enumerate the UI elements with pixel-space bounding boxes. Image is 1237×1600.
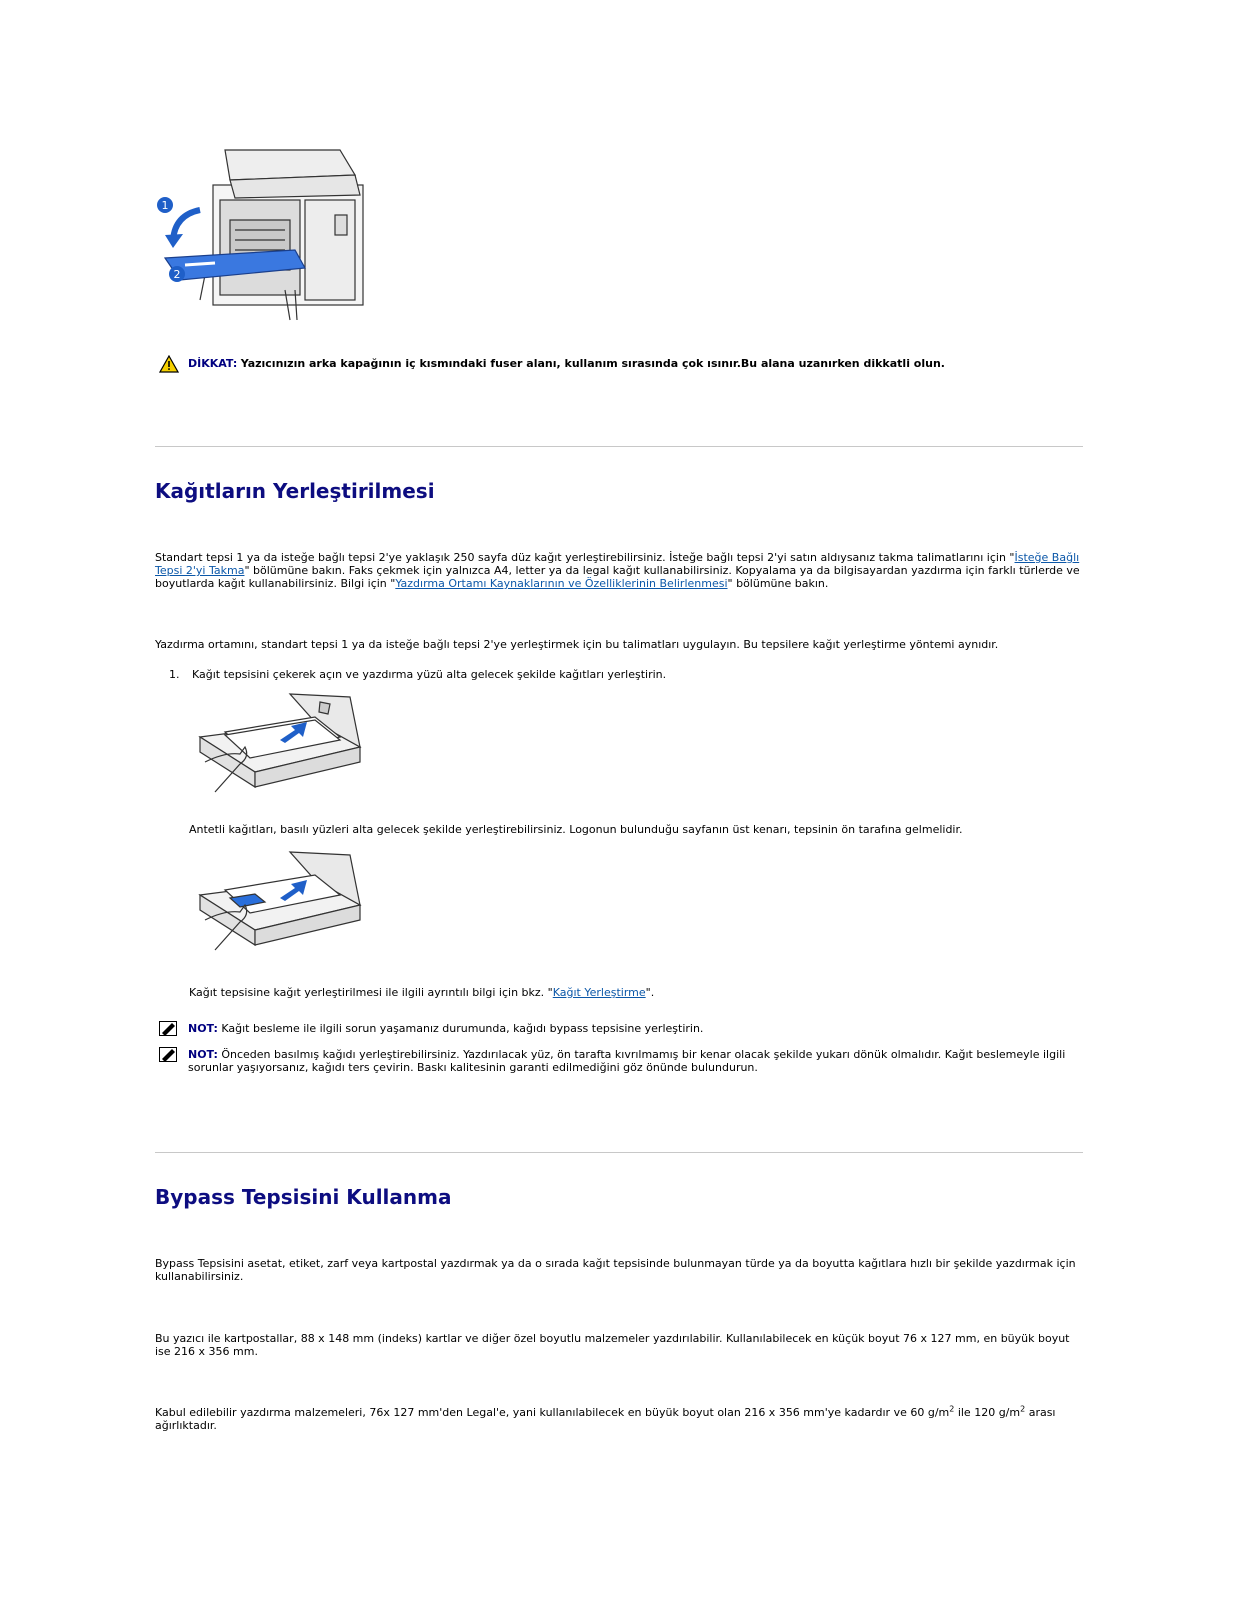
bypass-paragraph-2: Bu yazıcı ile kartpostallar, 88 x 148 mm (indeks) kartlar ve diğer özel boyutlu malzemeler yazdırılabilir. Kullanılabilecek en küçük boyut 76 x 127 mm, en büyük boyut ise 216 x 356 mm. xyxy=(155,1332,1070,1358)
caution-text: Yazıcınızın arka kapağının iç kısmındaki fuser alanı, kullanım sırasında çok ısınır.Bu alana uzanırken dikkatli olun. xyxy=(240,357,945,370)
link-optional-tray2[interactable]: İsteğe Bağlı Tepsi 2'yi Takma xyxy=(155,551,1080,577)
link-print-media-specs[interactable]: Yazdırma Ortamı Kaynaklarının ve Özelliklerinin Belirlenmesi xyxy=(395,577,728,590)
link-paper-loading[interactable]: Kağıt Yerleştirme xyxy=(552,986,646,999)
divider xyxy=(155,446,1083,447)
letterhead-tray-illustration xyxy=(195,850,365,960)
callout-2: 2 xyxy=(173,268,181,281)
bypass-paragraph-3: Kabul edilebilir yazdırma malzemeleri, 76x 127 mm'den Legal'e, yani kullanılabilecek en büyük boyut olan 216 x 356 mm'ye kadardır ve 60 $g/m^2$ ile 120 $g/m^2$ arası ağırlıktadır. xyxy=(155,1404,1056,1432)
step-1-text: Kağıt tepsisini çekerek açın ve yazdırma yüzü alta gelecek şekilde kağıtları yerleştirin. xyxy=(192,668,667,681)
section-title-paper-loading: Kağıtların Yerleştirilmesi xyxy=(155,479,435,503)
note-pencil-icon xyxy=(159,1047,177,1062)
callout-1: 1 xyxy=(161,199,169,212)
step-number: 1. xyxy=(169,668,180,681)
instructions-paragraph: Yazdırma ortamını, standart tepsi 1 ya da isteğe bağlı tepsi 2'ye yerleştirmek için bu talimatları uygulayın. Bu tepsilere kağıt yerleştirme yöntemi aynıdır. xyxy=(155,638,999,651)
warning-triangle-icon xyxy=(159,355,179,373)
section-title-bypass-tray: Bypass Tepsisini Kullanma xyxy=(155,1185,452,1209)
letterhead-paragraph: Antetli kağıtları, basılı yüzleri alta gelecek şekilde yerleştirebilirsiniz. Logonun bulunduğu sayfanın üst kenarı, tepsinin ön tarafına gelmelidir. xyxy=(189,823,963,836)
bypass-paragraph-1: Bypass Tepsisini asetat, etiket, zarf veya kartpostal yazdırmak ya da o sırada kağıt tepsisinde bulunmayan türde ya da boyutta kağıtlara hızlı bir şekilde yazdırmak için kullanabilirsiniz. xyxy=(155,1257,1076,1283)
printer-rear-cover-illustration xyxy=(155,140,380,330)
divider xyxy=(155,1152,1083,1153)
caution-label: DİKKAT: xyxy=(188,357,238,370)
caution-message xyxy=(188,357,1078,370)
paper-tray-illustration xyxy=(195,692,365,802)
note-pencil-icon xyxy=(159,1021,177,1036)
intro-paragraph: Standart tepsi 1 ya da isteğe bağlı tepsi 2'ye yaklaşık 250 sayfa düz kağıt yerleştirebilirsiniz. İsteğe bağlı tepsi 2'yi satın aldıysanız takma talimatlarını için "İsteğe Bağlı Tepsi 2'yi Takma" bölümüne bakın. Faks çekmek için yalnızca A4, letter ya da legal kağıt kullanabilirsiniz. Kopyalama ya da bilgisayardan yazdırma için farklı türlerde ve boyutlarda kağıt kullanabilirsiniz. Bilgi için "Yazdırma Ortamı Kaynaklarının ve Özelliklerinin Belirlenmesi" bölümüne bakın. xyxy=(155,551,1080,590)
note-1: NOT: Kağıt besleme ile ilgili sorun yaşamanız durumunda, kağıdı bypass tepsisine yerleştirin. xyxy=(188,1022,704,1035)
note-2: NOT: Önceden basılmış kağıdı yerleştirebilirsiniz. Yazdırılacak yüz, ön tarafta kıvrılmamış bir kenar olacak şekilde yukarı dönük olmalıdır. Kağıt beslemeyle ilgili sorunlar yaşıyorsanız, kağıdı ters çevirin. Baskı kalitesinin garanti edilmediğini göz önünde bulundurun. xyxy=(188,1048,1066,1074)
more-info-paragraph: Kağıt tepsisine kağıt yerleştirilmesi ile ilgili ayrıntılı bilgi için bkz. "Kağıt Yerleştirme". xyxy=(189,986,655,999)
